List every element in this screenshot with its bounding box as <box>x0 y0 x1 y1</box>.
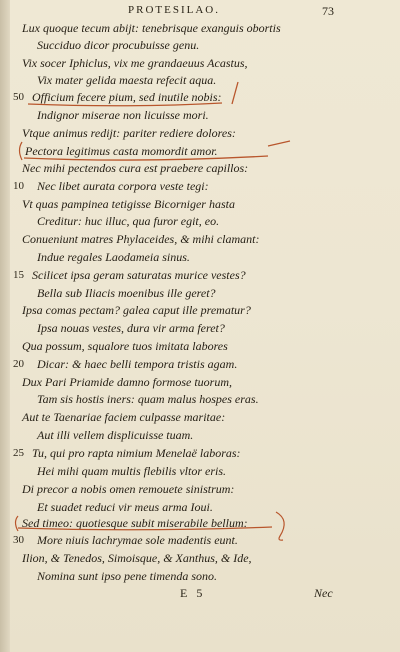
verse-line: Tam sis hostis iners: quam malus hospes eras. <box>37 392 259 406</box>
running-title: PROTESILAO. <box>128 4 220 16</box>
bracket-annotation <box>20 142 23 160</box>
verse-line: More niuis lachrymae sole madentis eunt. <box>37 533 238 547</box>
verse-line: Aut te Taenariae faciem culpasse maritae: <box>22 410 226 424</box>
verse-line: Conueniunt matres Phylaceides, & mihi clamant: <box>22 232 260 246</box>
verse-line: Scilicet ipsa geram saturatas murice vestes? <box>32 268 246 282</box>
margin-stroke-annotation <box>232 82 238 104</box>
verse-line: Et suadet reduci vir meus arma Ioui. <box>37 500 213 514</box>
margin-stroke-annotation <box>268 141 290 146</box>
verse-line: Pectora legitimus casta momordit amor. <box>25 144 218 158</box>
verse-line: Di precor a nobis omen remouete sinistrum: <box>22 482 235 496</box>
catchword: Nec <box>314 586 333 600</box>
verse-line: Vix mater gelida maesta refecit aqua. <box>37 73 217 87</box>
verse-line: Vt quas pampinea tetigisse Bicorniger hasta <box>22 197 235 211</box>
verse-line: Qua possum, squalore tuos imitata labores <box>22 339 228 353</box>
line-number: 30 <box>13 534 24 546</box>
margin-stroke-annotation <box>276 512 284 540</box>
verse-line: Dicar: & haec belli tempora tristis agam. <box>37 357 238 371</box>
verse-line: Aut illi vellem displicuisse tuam. <box>37 428 194 442</box>
verse-line: Bella sub Iliacis moenibus ille geret? <box>37 286 216 300</box>
verse-line: Vtque animus redijt: pariter rediere dolores: <box>22 126 236 140</box>
verse-line: Tu, qui pro rapta nimium Menelaë laboras: <box>32 446 241 460</box>
verse-line: Ilion, & Tenedos, Simoisque, & Xanthus, & Ide, <box>22 551 252 565</box>
verse-line: Indignor miserae non licuisse mori. <box>37 108 209 122</box>
verse-line: Officium fecere pium, sed inutile nobis: <box>32 90 222 104</box>
binding-shadow <box>0 0 10 652</box>
verse-line: Vix socer Iphiclus, vix me grandaeuus Acastus, <box>22 56 248 70</box>
verse-line: Creditur: huc illuc, qua furor egit, eo. <box>37 214 220 228</box>
running-head <box>0 4 400 18</box>
verse-line: Sed timeo: quotiesque subit miserabile bellum: <box>22 516 248 530</box>
line-number: 25 <box>13 447 24 459</box>
line-number: 50 <box>13 91 24 103</box>
verse-line: Hei mihi quam multis flebilis vltor eris. <box>37 464 226 478</box>
verse-line: Nomina sunt ipso pene timenda sono. <box>37 569 217 583</box>
signature-mark: E 5 <box>180 586 206 600</box>
verse-line: Ipsa comas pectam? galea caput ille prematur? <box>22 303 251 317</box>
verse-line: Indue regales Laodameia sinus. <box>37 250 190 264</box>
line-number: 15 <box>13 269 24 281</box>
verse-line: Ipsa nouas vestes, dura vir arma feret? <box>37 321 225 335</box>
verse-line: Nec libet aurata corpora veste tegi: <box>37 179 209 193</box>
line-number: 10 <box>13 180 24 192</box>
bracket-annotation <box>16 516 19 531</box>
line-number: 20 <box>13 358 24 370</box>
verse-line: Dux Pari Priamide damno formose tuorum, <box>22 375 232 389</box>
verse-line: Succiduo dicor procubuisse genu. <box>37 38 200 52</box>
verse-line: Nec mihi pectendos cura est praebere capillos: <box>22 161 249 175</box>
verse-line: Lux quoque tecum abijt: tenebrisque exanguis obortis <box>22 21 281 35</box>
page-number: 73 <box>322 4 334 18</box>
